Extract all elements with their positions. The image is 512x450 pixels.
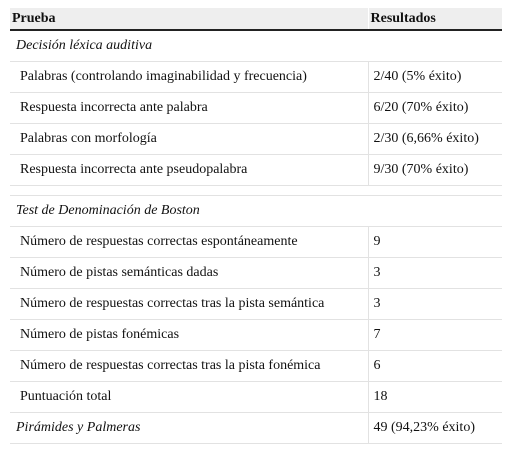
- row-value: 9: [368, 227, 502, 258]
- section-title-decision-lexica: Decisión léxica auditiva: [10, 30, 502, 62]
- row-value: 6/20 (70% éxito): [368, 93, 502, 124]
- section-row: [10, 30, 502, 62]
- table-row: [10, 320, 502, 351]
- section-title-boston: Test de Denominación de Boston: [10, 196, 502, 227]
- table-row: [10, 351, 502, 382]
- table-row: [10, 62, 502, 93]
- row-label: Respuesta incorrecta ante palabra: [10, 93, 368, 124]
- row-label: Pirámides y Palmeras: [10, 413, 368, 444]
- row-value: 7: [368, 320, 502, 351]
- row-value: 3: [368, 258, 502, 289]
- table-row: [10, 227, 502, 258]
- row-label: Número de respuestas correctas tras la pista semántica: [10, 289, 368, 320]
- header-row: [10, 8, 502, 30]
- row-value: 9/30 (70% éxito): [368, 155, 502, 186]
- header-resultados: Resultados: [368, 8, 502, 30]
- row-label: Palabras (controlando imaginabilidad y frecuencia): [10, 62, 368, 93]
- row-label: Palabras con morfología: [10, 124, 368, 155]
- table-row-piramides: [10, 413, 502, 444]
- row-value: 2/40 (5% éxito): [368, 62, 502, 93]
- table-row: [10, 258, 502, 289]
- row-label: Número de respuestas correctas tras la pista fonémica: [10, 351, 368, 382]
- table-row: [10, 124, 502, 155]
- table-row: [10, 93, 502, 124]
- spacer-cell: [10, 186, 502, 196]
- results-table-container: [10, 8, 502, 444]
- row-label: Número de pistas fonémicas: [10, 320, 368, 351]
- row-value: 49 (94,23% éxito): [368, 413, 502, 444]
- row-value: 18: [368, 382, 502, 413]
- row-label: Número de respuestas correctas espontáneamente: [10, 227, 368, 258]
- section-row: [10, 196, 502, 227]
- row-value: 6: [368, 351, 502, 382]
- results-table: [10, 8, 502, 444]
- table-row: [10, 289, 502, 320]
- table-row: [10, 382, 502, 413]
- header-prueba: Prueba: [10, 8, 368, 30]
- row-label: Puntuación total: [10, 382, 368, 413]
- row-value: 3: [368, 289, 502, 320]
- spacer-row: [10, 186, 502, 196]
- row-label: Respuesta incorrecta ante pseudopalabra: [10, 155, 368, 186]
- row-value: 2/30 (6,66% éxito): [368, 124, 502, 155]
- table-row: [10, 155, 502, 186]
- row-label: Número de pistas semánticas dadas: [10, 258, 368, 289]
